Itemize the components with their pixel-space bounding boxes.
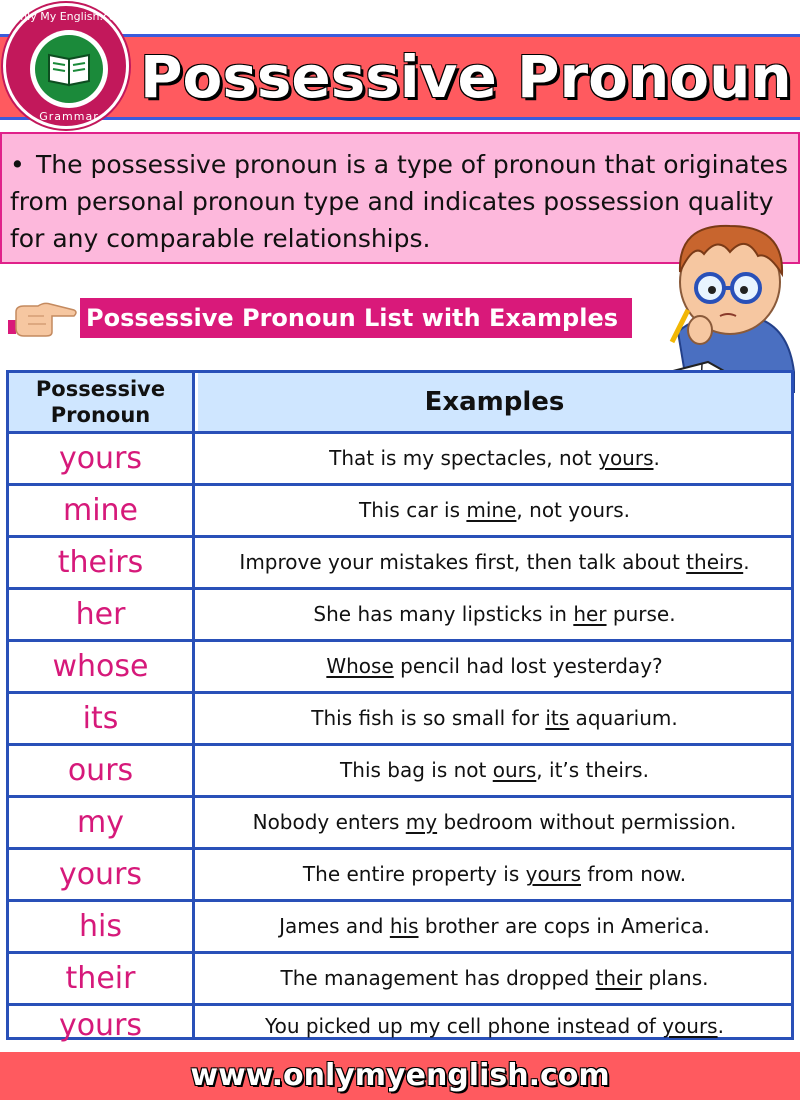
footer-bar [0,1052,800,1100]
example-cell: This bag is not ours, it’s theirs. [340,758,649,782]
example-cell: This car is mine, not yours. [358,498,630,522]
table-header [9,373,791,431]
definition-text: The possessive pronoun is a type of pronoun that originates from personal pronoun type and indicates possession quality for any comparable relationships. [10,150,788,253]
pronoun-cell: its [9,694,195,743]
example-cell: The entire property is yours from now. [302,862,687,886]
example-cell: This fish is so small for its aquarium. [311,706,678,730]
example-cell: She has many lipsticks in her purse. [313,602,676,626]
logo-badge [35,35,103,103]
table-row [9,1003,791,1043]
table-row [9,951,791,1003]
pronoun-cell: yours [9,434,195,483]
logo-inner-ring [30,30,108,108]
pronoun-table [6,370,794,1043]
pronoun-cell: his [9,902,195,951]
table-row [9,743,791,795]
column-header-examples: Examples [198,373,791,431]
pronoun-cell: my [9,798,195,847]
section-heading: Possessive Pronoun List with Examples [80,298,632,338]
pronoun-cell: whose [9,642,195,691]
table-row [9,847,791,899]
example-cell: The management has dropped their plans. [280,966,709,990]
pronoun-cell: their [9,954,195,1003]
table-row [9,535,791,587]
table-row [9,899,791,951]
example-cell: James and his brother are cops in America. [279,914,710,938]
example-cell: Improve your mistakes first, then talk about theirs. [239,550,750,574]
logo-top-text: Only My English.com [11,10,127,23]
table-row [9,795,791,847]
pronoun-cell: ours [9,746,195,795]
example-cell: That is my spectacles, not yours. [329,446,660,470]
example-cell: You picked up my cell phone instead of yours. [265,1014,724,1038]
pronoun-cell: yours [9,850,195,899]
pointing-hand-icon [8,292,78,340]
column-header-pronoun: Possessive Pronoun [9,373,195,431]
table-row [9,691,791,743]
website-link[interactable]: www.onlymyenglish.com [190,1058,610,1093]
table-row [9,483,791,535]
table-row [9,587,791,639]
example-cell: Whose pencil had lost yesterday? [326,654,663,678]
book-icon [35,35,103,103]
logo-bottom-text: Grammar [39,110,99,123]
page-title: Possessive Pronoun [140,43,792,111]
example-cell: Nobody enters my bedroom without permission. [252,810,737,834]
table-row [9,431,791,483]
pronoun-cell: theirs [9,538,195,587]
brand-logo[interactable] [3,3,129,129]
bullet-icon: • [10,150,25,179]
pronoun-cell: her [9,590,195,639]
table-row [9,639,791,691]
pronoun-cell: yours [9,1006,195,1037]
pronoun-cell: mine [9,486,195,535]
